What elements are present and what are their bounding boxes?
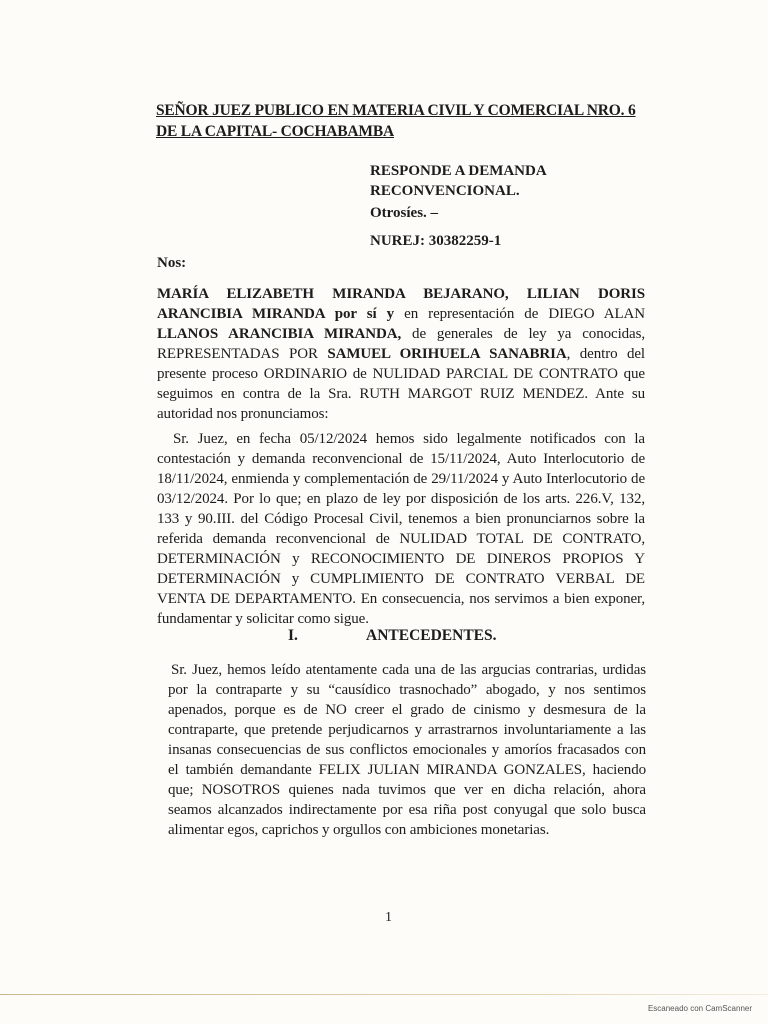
representation-text: en representación de DIEGO ALAN (404, 306, 646, 322)
otrosies-label: Otrosíes. – (370, 205, 439, 221)
salutation: Nos: (157, 255, 187, 271)
parties-paragraph (157, 284, 645, 424)
parties-text-2: , dentro del presente proceso ORDINARIO de NULIDAD PARCIAL DE CONTRATO que seguimos en contra de la Sra. RUTH MARGOT RUIZ MENDEZ. Ante su autoridad nos pronunciamos: (157, 346, 645, 422)
party-names: MARÍA ELIZABETH MIRANDA BEJARANO, LILIAN DORIS ARANCIBIA MIRANDA (157, 286, 645, 322)
representation-prefix: por sí y (324, 306, 405, 322)
court-header: SEÑOR JUEZ PUBLICO EN MATERIA CIVIL Y COMERCIAL NRO. 6 DE LA CAPITAL- COCHABAMBA (156, 102, 636, 140)
section-title: ANTECEDENTES. (366, 627, 497, 644)
representative-name: SAMUEL ORIHUELA SANABRIA (327, 346, 567, 362)
antecedents-paragraph: Sr. Juez, hemos leído atentamente cada una de las argucias contrarias, urdidas por la contraparte y su “causídico trasnochado” abogado, y nos sentimos apenados, porque es de NO creer el grado de cinismo y desmesura de la contraparte, que pretende perjudicarnos y arrastrarnos involuntariamente a las insanas consecuencias de sus conflictos emocionales y amoríos fracasados con el también demandante FELIX JULIAN MIRANDA GONZALES, haciendo que; NOSOTROS quienes nada tuvimos que ver en dicha relación, ahora seamos alcanzados indirectamente por esa riña post conyugal que solo busca alimentar egos, caprichos y orgullos con ambiciones monetarias. (168, 662, 646, 838)
notification-paragraph: Sr. Juez, en fecha 05/12/2024 hemos sido legalmente notificados con la contestación y demanda reconvencional de 15/11/2024, Auto Interlocutorio de 18/11/2024, enmienda y complementación de 29/11/2024 y Auto Interlocutorio de 03/12/2024. Por lo que; en plazo de ley por disposición de los arts. 226.V, 132, 133 y 90.III. del Código Procesal Civil, tenemos a bien pronunciarnos sobre la referida demanda reconvencional de NULIDAD TOTAL DE CONTRATO, DETERMINACIÓN y RECONOCIMIENTO DE DINEROS PROPIOS Y DETERMINACIÓN y CUMPLIMIENTO DE CONTRATO VERBAL DE VENTA DE DEPARTAMENTO. En consecuencia, nos servimos a bien exponer, fundamentar y solicitar como sigue. (157, 431, 645, 627)
parties-text-1: de generales de ley ya conocidas, REPRESENTADAS POR (157, 326, 645, 362)
section-heading (288, 627, 497, 645)
document-subject: RESPONDE A DEMANDA RECONVENCIONAL. (370, 163, 546, 199)
represented-name: LLANOS ARANCIBIA MIRANDA, (157, 326, 402, 342)
scan-edge-line (0, 994, 768, 995)
section-number: I. (288, 627, 298, 644)
nurej-number: NUREJ: 30382259-1 (370, 233, 502, 249)
page-number: 1 (385, 910, 392, 925)
scanner-watermark: Escaneado con CamScanner (647, 1004, 752, 1013)
